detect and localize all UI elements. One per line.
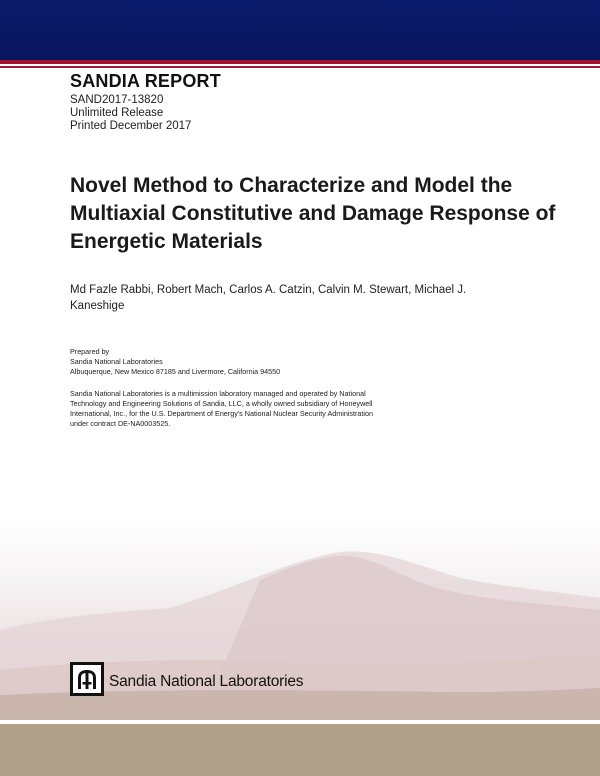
thunderbird-icon	[70, 662, 104, 696]
logo-wordmark: Sandia National Laboratories	[109, 673, 304, 690]
header-white-stripe	[0, 64, 600, 65]
header-band	[0, 0, 600, 60]
footer-band	[0, 724, 600, 776]
report-number: SAND2017-13820	[70, 94, 164, 106]
prepared-by-label: Prepared by	[70, 347, 110, 356]
prepared-by-org: Sandia National Laboratories	[70, 357, 163, 366]
report-label: SANDIA REPORT	[70, 71, 221, 91]
header-thin-stripe	[0, 66, 600, 68]
document-title: Novel Method to Characterize and Model the Multiaxial Constitutive and Damage Response of Energetic Materials	[70, 174, 556, 253]
author-list: Md Fazle Rabbi, Robert Mach, Carlos A. Catzin, Calvin M. Stewart, Michael J. Kaneshige	[70, 284, 467, 312]
print-date: Printed December 2017	[70, 120, 192, 132]
prepared-by-address: Albuquerque, New Mexico 87185 and Livermore, California 94550	[70, 367, 281, 376]
prepared-by-block	[70, 347, 370, 377]
disclaimer-text: Sandia National Laboratories is a multimission laboratory managed and operated by National Technology and Engineering Solutions of Sandia, LLC, a wholly owned subsidiary of Honeywell International, Inc., for the U.S. Department of Energy's National Nuclear Security Administration under contract DE-NA0003525.	[70, 389, 373, 428]
release-status: Unlimited Release	[70, 107, 164, 119]
